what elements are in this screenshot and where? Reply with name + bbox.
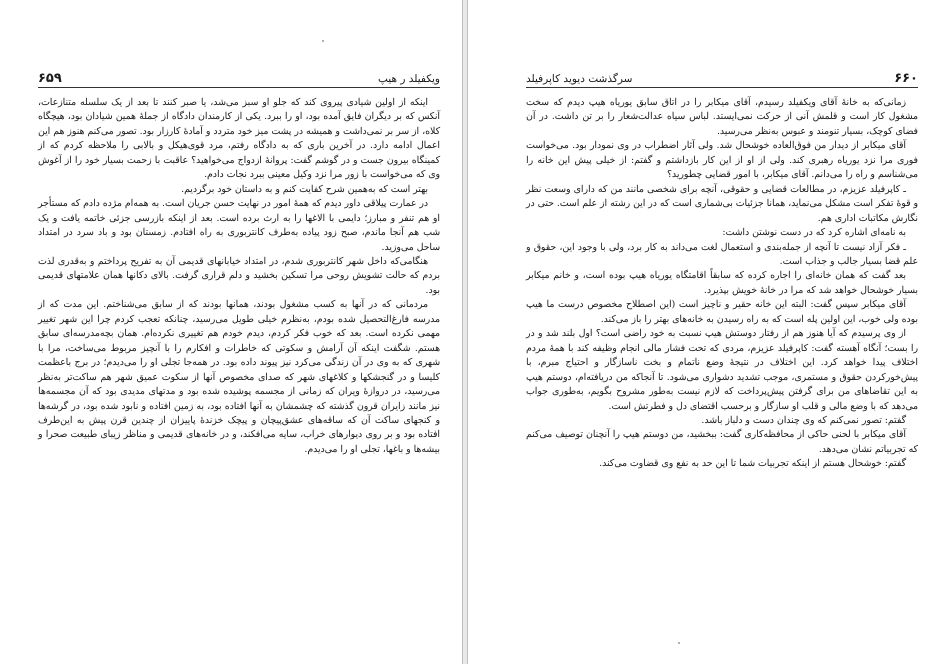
paragraph: بعد گفت که همان خانه‌ای را اجاره کرده که سابقاً اقامتگاه یوریاه هیپ بوده است، و خانم میکابر بسیار خوشحال خواهد شد که مرا در خانهٔ خویش بپذیرد. — [526, 270, 918, 296]
paragraph: زمانی‌که به خانهٔ آقای ویکفیلد رسیدم، آقای میکابر را در اتاق سابق یوریاه هیپ دیدم که سخت مشغول کار است و قلمش آنی از حرکت نمی‌ایستد. لباس سیاه عدالت‌شعار را بر تن داشت. در آن فضای کوچک، بسیار تنومند و عبوس به‌نظر می‌رسید. — [526, 97, 918, 137]
left-page-header — [38, 71, 440, 88]
paragraph: ـ کاپرفیلد عزیزم، در مطالعات قضایی و حقوقی، آنچه برای شخصی مانند من که دارای وسعت نظر و قوهٔ تفکر است مشکل می‌نماید، همانا جزئیات بی‌شماری است که در این رشته از علم است. حتی در نگارش مکاتبات اداری هم. — [526, 183, 918, 224]
paragraph: ـ فکر آزاد نیست تا آنچه از جمله‌بندی و استعمال لغت می‌داند به کار برد، ولی با وجود این، حقوق و علم قضا بسیار جالب و جذاب است. — [526, 241, 918, 267]
paragraph: بهتر است که به‌همین شرح کفایت کنم و به داستان خود برگردیم. — [181, 183, 428, 195]
paragraph: به نامه‌ای اشاره کرد که در دست نوشتن داشت: — [722, 227, 906, 239]
paragraph: آقای میکابر با لحنی حاکی از محافظه‌کاری گفت: ببخشید، من دوستم هیپ را آنچنان توصیف می‌کنم که تجربیاتم نشان می‌دهد. — [526, 429, 918, 455]
paragraph: مردمانی که در آنها به کسب مشغول بودند، همانها بودند که از سابق می‌شناختم. این مدت که از مدرسه فارغ‌التحصیل شده بودم، به‌نظرم خیلی طویل می‌رسید، چنانکه تعجب کردم چرا این شهر تغییر مهمی نکرده است. بعد که خوب فکر کردم، دیدم خودم هم تغییری نکرده‌ام. همان بچه‌مدرسه‌ای سابق هستم. شگفت اینکه آن آرامش و سکوتی که خاطرات و افکارم را با آنچیز مربوط می‌ساخت، مرا با شهری که به وی در آن زندگی می‌کرد نیز پیوند داده بود. در همه‌جا تجلی او را می‌دیدم؛ در برج باعظمت کلیسا و در گنجشکها و کلاغهای شهر که صدای مخصوص آنها از سکوت عمیق شهر هم ساکت‌تر به‌نظر می‌رسید، در دروازهٔ ویران که زمانی از مجسمه پوشیده شده بود و مدتهای مدیدی بود که آن مجسمه‌ها نیز مانند زایران قرون گذشته که چشمشان به آنها افتاده بود، به زمین افتاده و نابود شده بود، در گرشه‌ها و کنجهای ساکت آن که ساقه‌های عشق‌پیچان و پیچک خزندهٔ پاییزان از چندین قرن پیش به این‌طرف افتاده بود و بر روی دیوارهای خراب، سایه می‌افکند، و در خانه‌های قدیمی و مناظر زیبای طبیعت صحرا و بیشه‌ها و باغها، تجلی او را می‌دیدم. — [38, 299, 440, 455]
paragraph: از وی پرسیدم که آیا هنوز هم از رفتار دوستش هیپ نسبت به خود راضی است؟ اول بلند شد و در را بست؛ آنگاه آهسته گفت: کاپرفیلد عزیزم، مردی که تحت فشار مالی انجام وظیفه کند با همهٔ مردم اختلاف پیدا خواهد کرد. این اختلاف در نتیجهٔ وضع ناتمام و بخت ناسازگار و احتیاج مبرم، با پیش‌خورکردن حقوق و مستمری، موجب تشدید دشواری می‌شود. تا آنجاکه من دریافته‌ام، دوستم هیپ به این تقاضاهای من برای گرفتن پیش‌پرداخت که لازم نیست به‌طور مشروح بگویم، به‌طوری جواب می‌دهد که با وضع مالی و قلب او سازگار و برحسب اقتضای دل و فطرتش است. — [526, 328, 918, 412]
right-page-header — [526, 71, 918, 88]
right-running-title: سرگذشت دیوید کاپرفیلد — [526, 73, 633, 85]
scan-speck — [322, 40, 324, 42]
left-page-number: ۶۵۹ — [38, 71, 62, 86]
paragraph: اینکه از اولین شیادی پیروی کند که جلو او سبز می‌شد، یا صبر کنند تا بعد از یک سلسله متنازعات، آنکس که بر دیگران فایق آمده بود، او را ببرد. یکی از کارمندان دادگاه از جملهٔ همین شیادان بود، هیچگاه کلاه، از سر بر نمی‌داشت و همیشه در پشت میز خود متردد و آمادهٔ کارزار بود. تصور می‌کنم هنوز هم این اعمال ادامه دارد. در آخرین باری که به دادگاه رفتم، مرد قوی‌هیکل و بالابی را ملاحظه کردم که از کمینگاه بیرون جست و در گوشم گفت: پروانهٔ ازدواج می‌خواهید؟ عاقبت با زحمت بسیار خود را از آغوش وی که می‌خواست با زور مرا نزد وکیل معینی ببرد نجات دادم. — [38, 97, 440, 181]
right-page — [468, 0, 935, 664]
scan-speck — [678, 642, 680, 644]
right-page-number: ۶۶۰ — [894, 71, 918, 86]
right-page-body — [526, 96, 918, 472]
left-running-title: ویکفیلد ر هیپ — [377, 73, 440, 85]
left-page — [0, 0, 462, 664]
paragraph: آقای میکابر از دیدار من فوق‌العاده خوشحال شد. ولی آثار اضطراب در وی نمودار بود. می‌خواست فوری مرا نزد یوریاه رهبری کند. ولی از او از این کار بازداشتم و گفتم: از خیلی پیش این خانه را می‌شناسم و راه را می‌دانم. آقای میکابر، با امور قضایی چطورید؟ — [526, 140, 918, 181]
paragraph: گفتم: خوشحال هستم از اینکه تجربیات شما تا این حد به نفع وی قضاوت می‌کند. — [599, 458, 906, 470]
paragraph: گفتم: تصور نمی‌کنم که وی چندان دست و دلباز باشد. — [701, 414, 906, 426]
paragraph: در عمارت پیلاقی داور دیدم که همهٔ امور در نهایت حسن جریان است. به همه‌ام مژده دادم که مستأجر او هم تنفر و مبارز؛ دایمی با الاغها را به ارث برده است. بعد از اینکه بازرسی جزئی خاتمه یافت و یک شب هم آنجا ماندم، صبح زود پیاده به‌طرف کانتربوری به راه افتادم. زمستان بود و باد سرد در امتداد ساحل می‌وزید. — [38, 198, 440, 253]
left-page-body — [38, 96, 440, 457]
paragraph: آقای میکابر سپس گفت: البته این خانه حقیر و ناچیز است (این اصطلاح مخصوص درست ما هیپ بوده ولی خوب، این اولین پله است که به راه رسیدن به خانه‌های بهتر را باز می‌کند. — [526, 299, 918, 325]
paragraph: هنگامی‌که داخل شهر کانتربوری شدم، در امتداد خیابانهای قدیمی آن به تفریح پرداختم و به‌قدری لذت بردم که حالت تشویش روحی مرا تسکین بخشید و دلم قراری گرفت. بالای دکانها همان علامتهای قدیمی بود. — [38, 255, 440, 296]
